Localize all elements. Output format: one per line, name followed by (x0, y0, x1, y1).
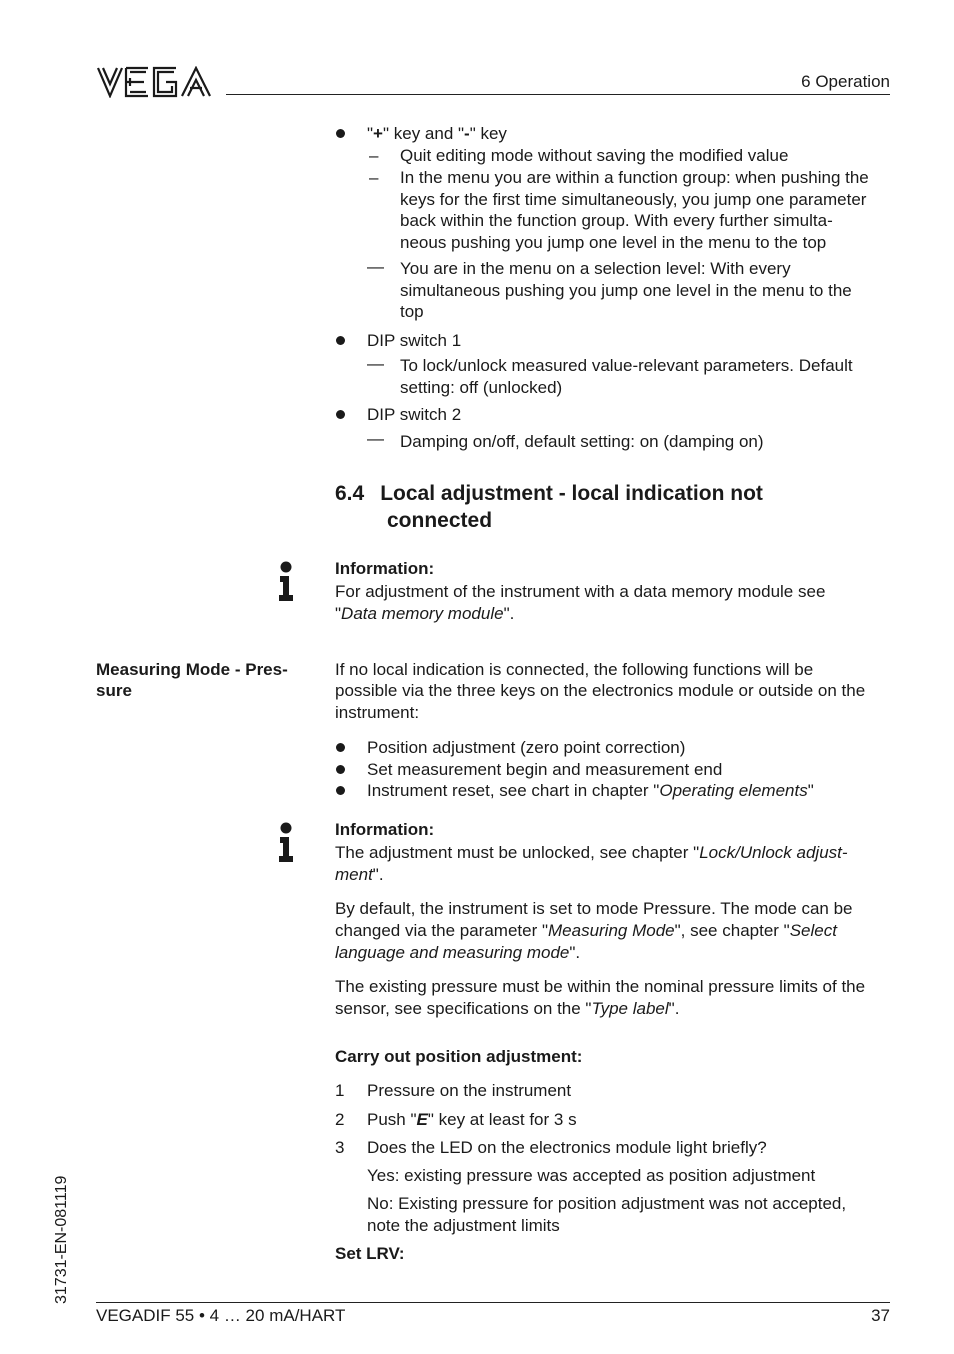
info-icon (276, 561, 296, 603)
paragraph: By default, the instrument is set to mode Pressure. The mode can be (335, 899, 853, 918)
step-no: No: Existing pressure for position adjustment was not accepted, (367, 1194, 847, 1213)
step-no: note the adjustment limits (367, 1216, 560, 1235)
subheading-set-lrv: Set LRV: (335, 1244, 405, 1263)
sub-item: In the menu you are within a function group: when pushing the (400, 168, 869, 187)
info-text: For adjustment of the instrument with a data memory module see (335, 582, 826, 601)
info-text: The adjustment must be unlocked, see chapter "Lock/Unlock adjust- (335, 843, 848, 862)
info-text: "Data memory module". (335, 604, 515, 623)
sub-item: You are in the menu on a selection level: With every (400, 259, 791, 278)
step-text: Push "E" key at least for 3 s (367, 1110, 577, 1129)
paragraph: The existing pressure must be within the nominal pressure limits of the (335, 977, 866, 996)
bullet (336, 743, 345, 752)
info-title: Information: (335, 559, 435, 578)
sub-item: simultaneous pushing you jump one level in the menu to the (400, 281, 852, 300)
document-code: 31731-EN-081119 (53, 1175, 70, 1304)
section-heading-cont: connected (387, 509, 493, 532)
sub-item: Damping on/off, default setting: on (damping on) (400, 432, 764, 451)
intro-text: instrument: (335, 703, 420, 722)
sub-item: keys for the first time simultaneously, you jump one parameter (400, 190, 867, 209)
step-number: 1 (335, 1081, 345, 1100)
sub-item: top (400, 302, 424, 321)
subheading: Carry out position adjustment: (335, 1047, 583, 1066)
dash: – (369, 168, 379, 187)
section-header: 6 Operation (801, 72, 890, 91)
info-text: ment". (335, 865, 384, 884)
section-heading: 6.4 Local adjustment - local indication not (335, 482, 763, 505)
side-label-cont: sure (96, 681, 132, 700)
dash: — (367, 354, 384, 373)
sub-item: back within the function group. With every further simulta- (400, 211, 833, 230)
side-label: Measuring Mode - Pres- (96, 660, 288, 679)
list-item: Position adjustment (zero point correction) (367, 738, 686, 757)
dash: — (367, 257, 384, 276)
bullet (336, 336, 345, 345)
step-number: 3 (335, 1138, 345, 1157)
bullet (336, 765, 345, 774)
step-text: Pressure on the instrument (367, 1081, 572, 1100)
info-title: Information: (335, 820, 435, 839)
list-item-keys: "+" key and "-" key (367, 124, 507, 143)
list-item-dip1: DIP switch 1 (367, 331, 462, 350)
bullet (336, 129, 345, 138)
sub-item: To lock/unlock measured value-relevant parameters. Default (400, 356, 853, 375)
bullet (336, 786, 345, 795)
info-icon (276, 822, 296, 864)
dash: — (367, 429, 384, 448)
page-number: 37 (871, 1306, 890, 1325)
bullet (336, 410, 345, 419)
list-item: Set measurement begin and measurement end (367, 760, 723, 779)
intro-text: If no local indication is connected, the following functions will be (335, 660, 814, 679)
step-text: Does the LED on the electronics module light briefly? (367, 1138, 767, 1157)
paragraph: sensor, see specifications on the "Type label". (335, 999, 680, 1018)
step-yes: Yes: existing pressure was accepted as position adjustment (367, 1166, 816, 1185)
list-item: Instrument reset, see chart in chapter "Operating elements" (367, 781, 814, 800)
sub-item: Quit editing mode without saving the modified value (400, 146, 789, 165)
sub-item: neous pushing you jump one level in the menu to the top (400, 233, 827, 252)
dash: – (369, 146, 379, 165)
intro-text: possible via the three keys on the electronics module or outside on the (335, 681, 866, 700)
step-number: 2 (335, 1110, 345, 1129)
list-item-dip2: DIP switch 2 (367, 405, 462, 424)
sub-item: setting: off (unlocked) (400, 378, 563, 397)
paragraph: language and measuring mode". (335, 943, 581, 962)
paragraph: changed via the parameter "Measuring Mode", see chapter "Select (335, 921, 837, 940)
footer-rule (96, 1302, 890, 1303)
footer-product: VEGADIF 55 • 4 … 20 mA/HART (96, 1306, 346, 1325)
